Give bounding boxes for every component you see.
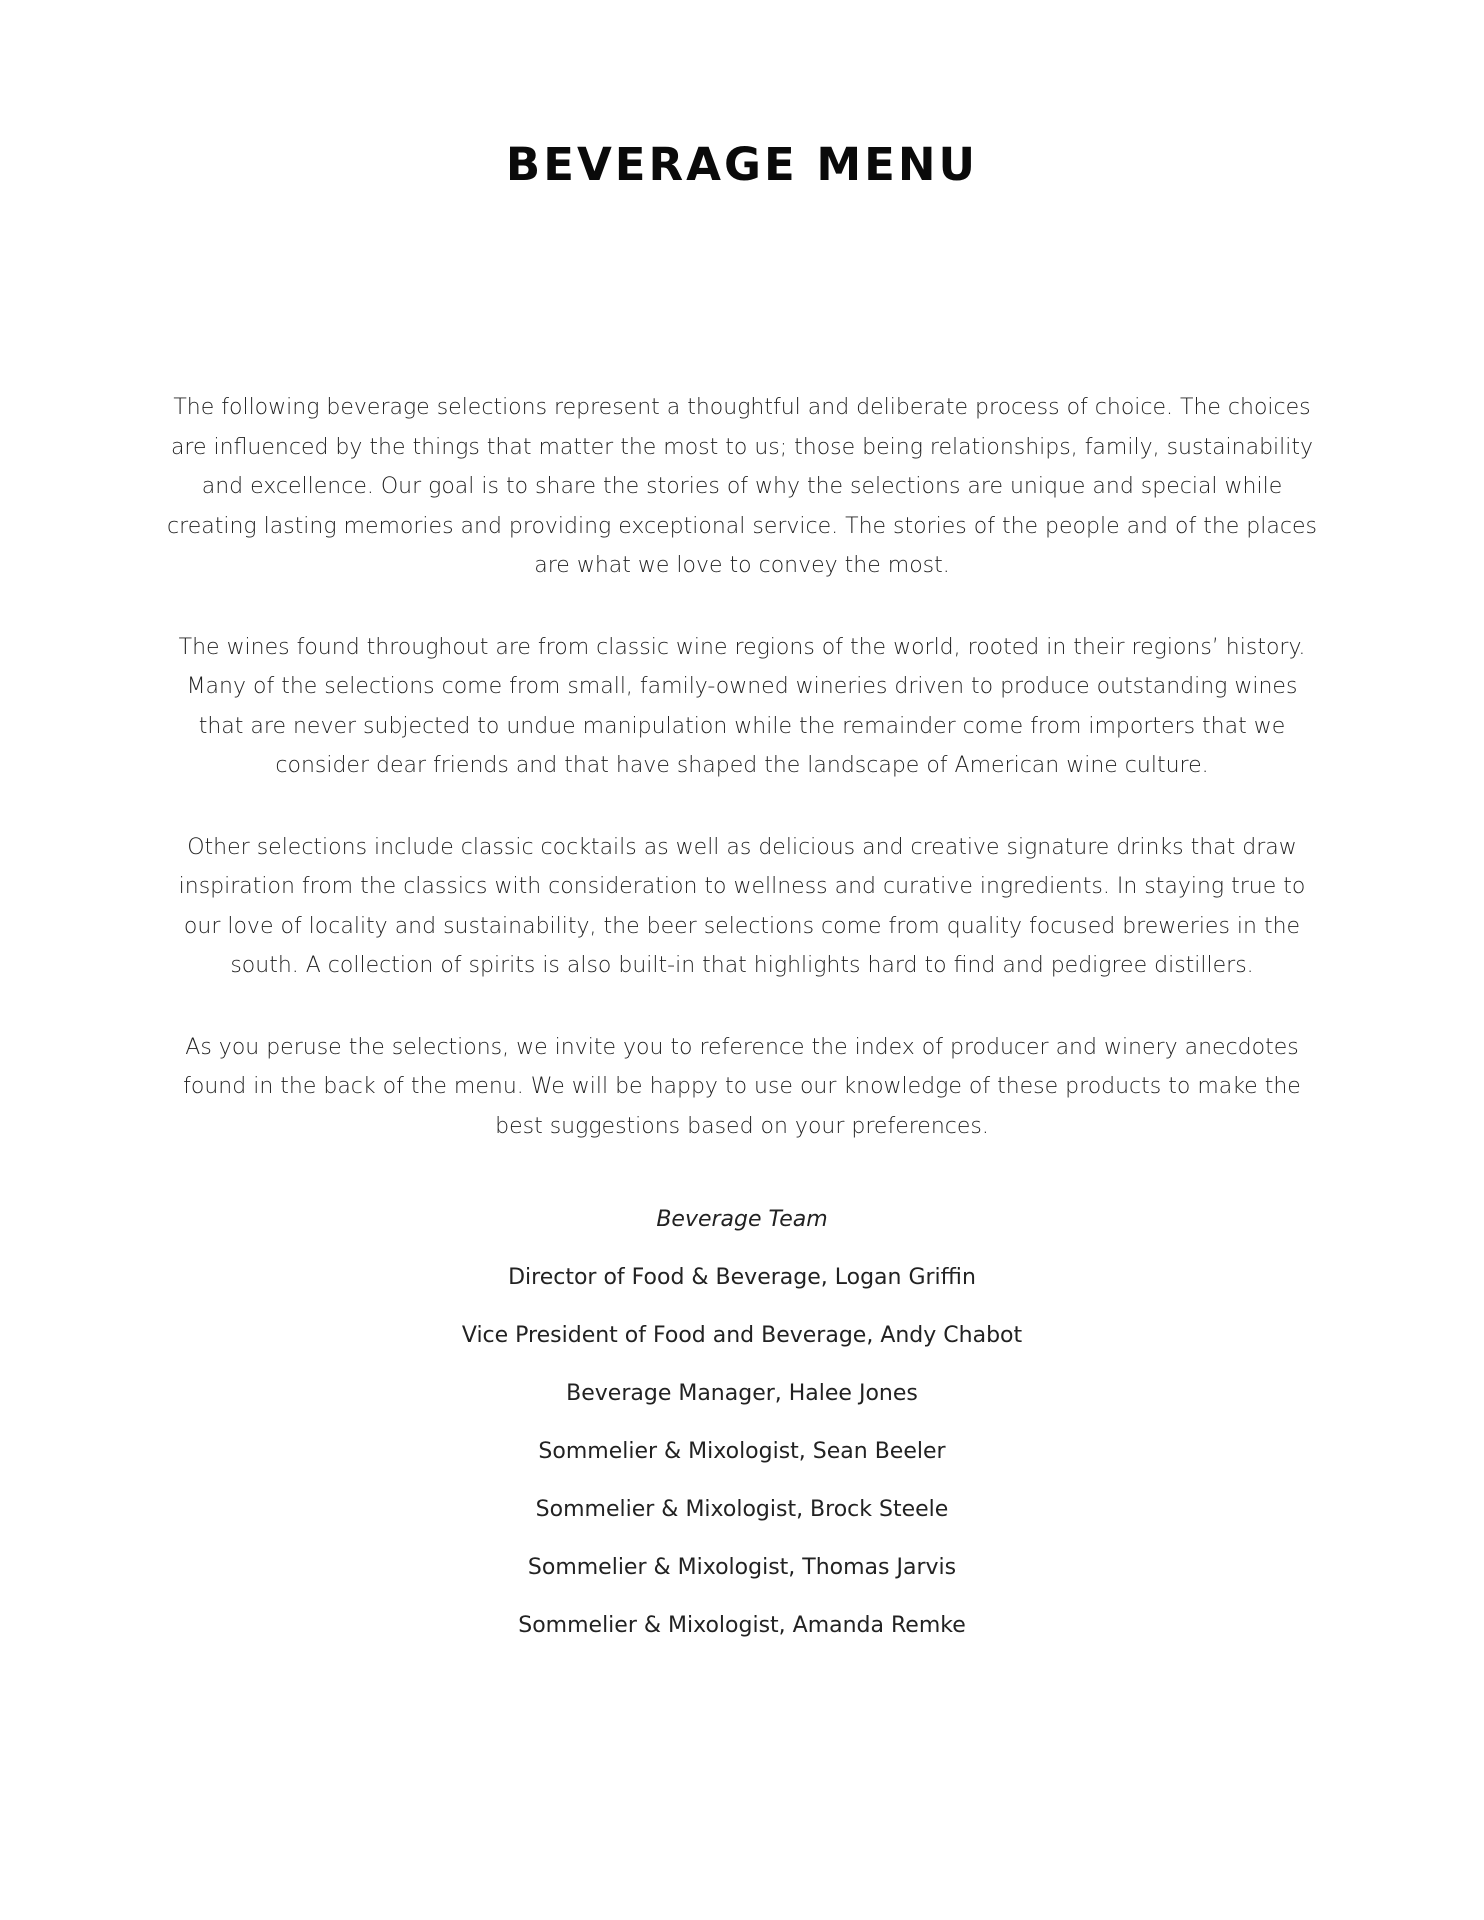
team-member: Vice President of Food and Beverage, Andy Chabot [461, 1323, 1023, 1348]
team-heading: Beverage Team [656, 1207, 828, 1232]
intro-paragraph: The following beverage selections represent a thoughtful and deliberate process of choice. The choices are influenced by the things that matter the most to us; those being relationships, family, sustainability and excellence. Our goal is to share the stories of why the selections are unique and special while creating lasting memories and providing exceptional service. The stories of the people and of the places are what we love to convey the most. [167, 395, 1317, 578]
team-member: Sommelier & Mixologist, Sean Beeler [538, 1439, 946, 1464]
intro-paragraph: As you peruse the selections, we invite you to reference the index of producer and winery anecdotes found in the back of the menu. We will be happy to use our knowledge of these products to make the best suggestions based on your preferences. [183, 1034, 1301, 1139]
intro-paragraph: Other selections include classic cocktails as well as delicious and creative signature drinks that draw inspiration from the classics with consideration to wellness and curative ingredients. In staying true to our love of locality and sustainability, the beer selections come from quality focused breweries in the south. A collection of spirits is also built-in that highlights hard to find and pedigree distillers. [178, 834, 1306, 978]
team-member: Director of Food & Beverage, Logan Griffin [508, 1265, 976, 1290]
intro-paragraph: The wines found throughout are from classic wine regions of the world, rooted in their regions’ history. Many of the selections come from small, family-owned wineries driven to produce outstanding wines that are never subjected to undue manipulation while the remainder come from importers that we consider dear friends and that have shaped the landscape of American wine culture. [178, 634, 1306, 778]
team-member: Sommelier & Mixologist, Brock Steele [535, 1497, 949, 1522]
intro-text [162, 388, 1322, 1188]
team-list [0, 1258, 1484, 1646]
beverage-team-section [0, 1200, 1484, 1664]
team-member: Beverage Manager, Halee Jones [566, 1381, 918, 1406]
team-member: Sommelier & Mixologist, Amanda Remke [518, 1613, 966, 1638]
page-title: BEVERAGE MENU [505, 138, 979, 191]
team-member: Sommelier & Mixologist, Thomas Jarvis [527, 1555, 957, 1580]
